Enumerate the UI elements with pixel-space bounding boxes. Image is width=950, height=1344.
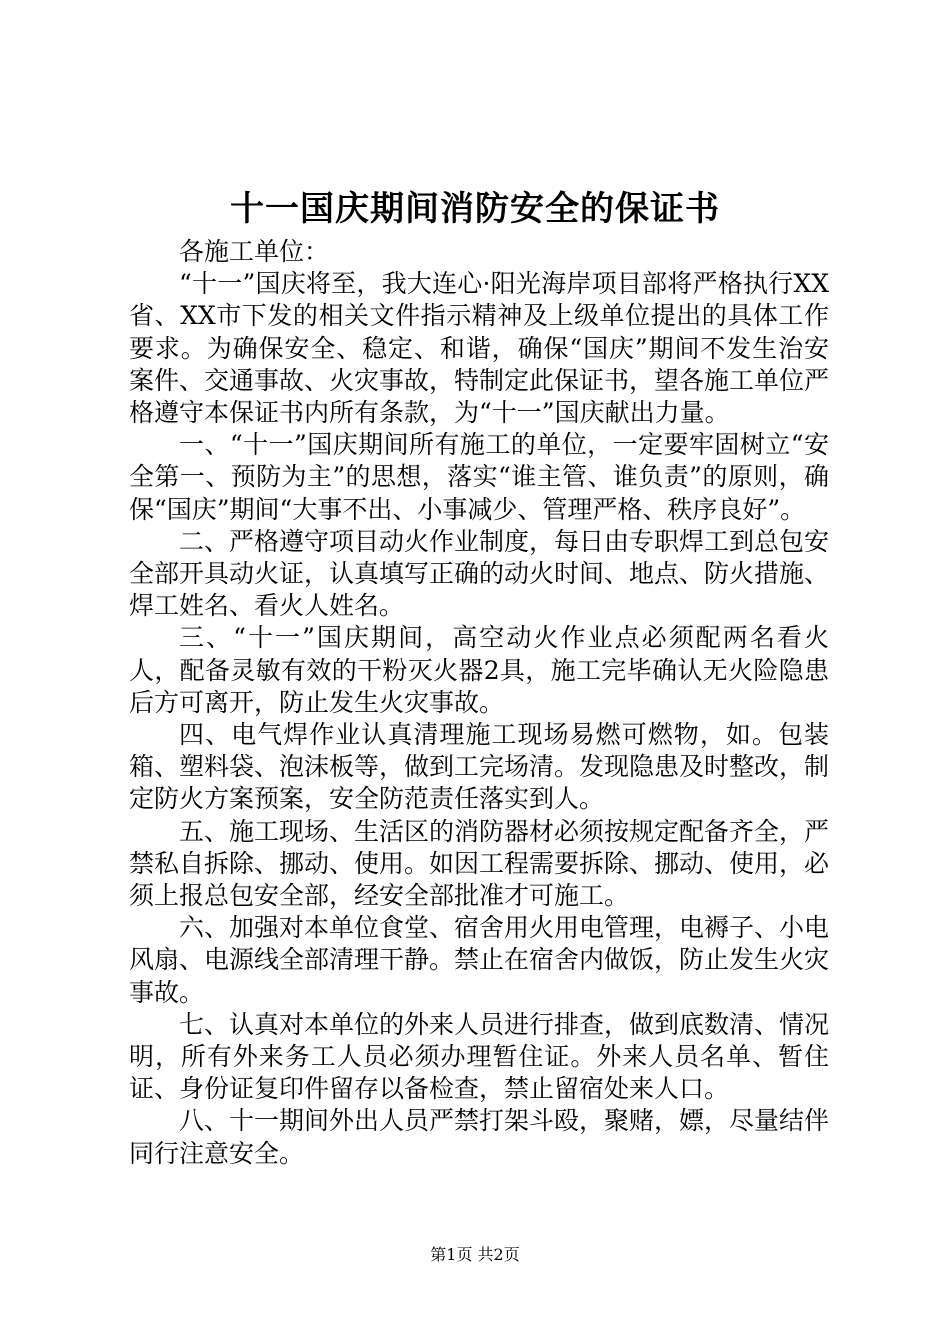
clause-5: 五、施工现场、生活区的消防器材必须按规定配备齐全，严禁私自拆除、挪动、使用。如因工程需要拆除、挪动、使用，必须上报总包安全部，经安全部批准才可施工。 — [129, 816, 830, 911]
clause-3: 三、“十一”国庆期间，高空动火作业点必须配两名看火人，配备灵敏有效的干粉灭火器2具，施工完毕确认无火险隐患后方可离开，防止发生火灾事故。 — [129, 623, 829, 717]
page-number-footer: 第1页 共2页 — [430, 1245, 520, 1264]
clause-7: 七、认真对本单位的外来人员进行排查，做到底数清、情况明，所有外来务工人员必须办理暂住证。外来人员名单、暂住证、身份证复印件留存以备检查，禁止留宿处来人口。 — [129, 1009, 830, 1104]
clause-2: 二、严格遵守项目动火作业制度，每日由专职焊工到总包安全部开具动火证，认真填写正确的动火时间、地点、防火措施、焊工姓名、看火人姓名。 — [129, 526, 830, 621]
clause-8: 八、十一期间外出人员严禁打架斗殴，聚赌，嫖，尽量结伴同行注意安全。 — [129, 1106, 830, 1168]
clause-6: 六、加强对本单位食堂、宿舍用火用电管理，电褥子、小电风扇、电源线全部清理干静。禁止在宿舍内做饭，防止发生火灾事故。 — [129, 913, 830, 1007]
document-title: 十一国庆期间消防安全的保证书 — [230, 189, 720, 229]
clause-1: 一、“十一”国庆期间所有施工的单位，一定要牢固树立“安全第一、预防为主”的思想，落实“谁主管、谁负责”的原则，确保“国庆”期间“大事不出、小事减少、管理严格、秩序良好”。 — [129, 430, 829, 524]
clause-4: 四、电气焊作业认真清理施工现场易燃可燃物，如。包装箱、塑料袋、泡沫板等，做到工完场清。发现隐患及时整改，制定防火方案预案，安全防范责任落实到人。 — [129, 720, 830, 814]
intro-paragraph: “十一”国庆将至，我大连心·阳光海岸项目部将严格执行XX省、XX市下发的相关文件指示精神及上级单位提出的具体工作要求。为确保安全、稳定、和谐，确保“国庆”期间不发生治安案件、交通事故、火灾事故，特制定此保证书，望各施工单位严格遵守本保证书内所有条款，为“十一”国庆献出力量。 — [129, 269, 830, 428]
document-body — [129, 236, 829, 1170]
salutation: 各施工单位： — [179, 237, 330, 266]
